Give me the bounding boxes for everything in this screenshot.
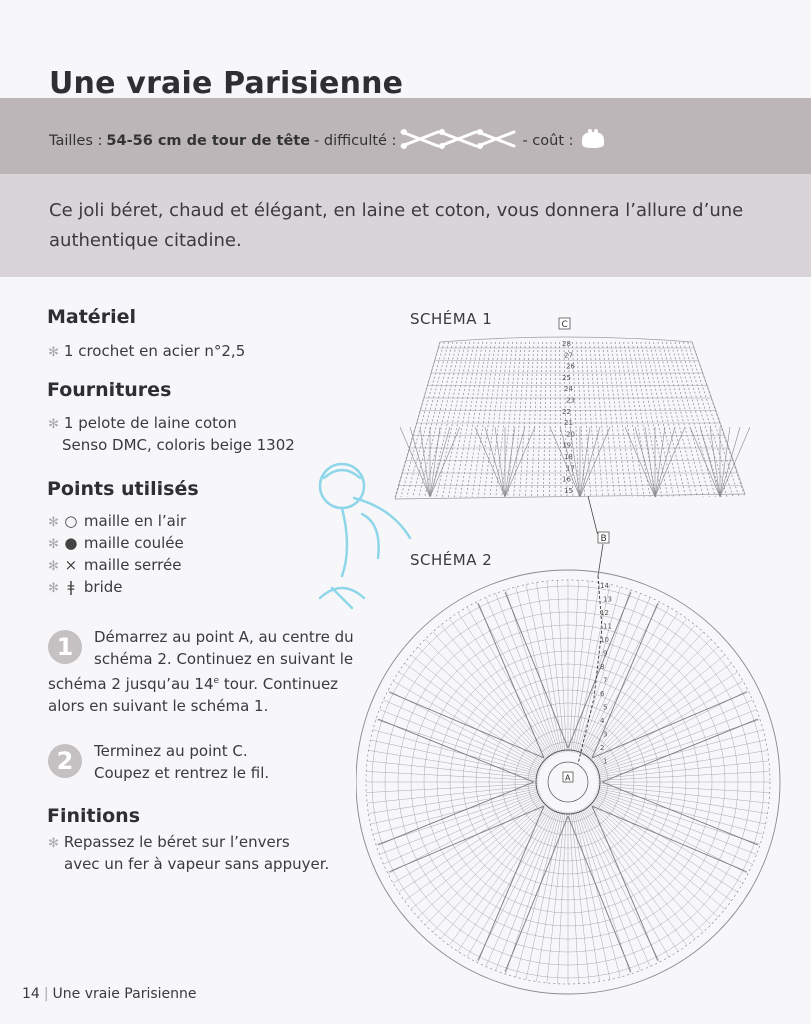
materiel-heading: Matériel — [47, 306, 136, 328]
row-number: 24 — [564, 385, 573, 394]
row-number: 10 — [600, 636, 609, 644]
step-number-badge: 2 — [48, 744, 82, 778]
row-number: 18 — [564, 453, 573, 461]
row-number: 12 — [600, 609, 609, 617]
row-number: 4 — [600, 717, 605, 725]
chain-stitch-icon: ○ — [64, 512, 78, 530]
schema-2-label: SCHÉMA 2 — [410, 551, 493, 569]
point-a-label: A — [565, 773, 571, 783]
materiel-item: ✻ 1 crochet en acier n°2,5 — [48, 342, 246, 360]
row-number: 23 — [566, 396, 575, 405]
intro-text: Ce joli béret, chaud et élégant, en laine et coton, vous donnera l’allure d’une authentique citadine. — [49, 200, 744, 251]
points-heading: Points utilisés — [47, 478, 199, 500]
crossed-needles-icon — [400, 128, 518, 154]
point-item: ✻ ǂ bride — [48, 578, 123, 596]
row-number: 28 — [562, 340, 571, 348]
coin-purse-icon — [580, 128, 606, 154]
row-number: 13 — [603, 595, 612, 604]
point-c-label: C — [561, 320, 568, 330]
footer-title: Une vraie Parisienne — [52, 986, 197, 1002]
asterisk-icon: ✻ — [48, 345, 59, 360]
single-crochet-icon: × — [64, 556, 78, 574]
row-number: 16 — [562, 475, 571, 484]
row-number: 21 — [564, 419, 573, 428]
row-number: 11 — [603, 622, 612, 631]
row-number: 7 — [603, 676, 608, 685]
row-number: 8 — [600, 663, 605, 671]
step-1: 1 Démarrez au point A, au centre du schéma 2. Continuez en suivant le schéma 2 jusqu’au 14e tour. Continuez alors en suivant le schéma 1. — [48, 628, 354, 715]
point-b-label: B — [600, 534, 607, 544]
pattern-meta — [49, 128, 606, 154]
page-number: 14 — [22, 986, 40, 1002]
difficulty-label: - difficulté : — [314, 133, 397, 149]
sizes-value: 54-56 cm de tour de tête — [106, 133, 311, 149]
page-footer: 14 | Une vraie Parisienne — [22, 986, 197, 1002]
finitions-item-cont: avec un fer à vapeur sans appuyer. — [64, 855, 330, 873]
row-number: 22 — [562, 407, 571, 416]
row-number: 14 — [600, 582, 609, 590]
fournitures-item-cont: Senso DMC, coloris beige 1302 — [62, 436, 295, 454]
row-number: 20 — [566, 430, 575, 439]
fournitures-item: ✻ 1 pelote de laine coton — [48, 414, 237, 432]
sizes-label: Tailles : — [49, 133, 103, 149]
row-number: 15 — [564, 486, 573, 495]
schema-2-diagram — [356, 528, 790, 1004]
point-item: ✻ ○ maille en l’air — [48, 512, 187, 530]
step-2: 2 Terminez au point C. Coupez et rentrez le fil. — [48, 740, 378, 784]
row-number: 9 — [603, 649, 608, 658]
point-item: ✻ ● maille coulée — [48, 534, 184, 552]
schema-1-label: SCHÉMA 1 — [410, 310, 493, 328]
row-number: 26 — [566, 362, 575, 371]
row-number: 25 — [562, 373, 571, 382]
row-number: 19 — [562, 441, 571, 450]
schema-1-diagram — [390, 314, 750, 534]
row-number: 3 — [603, 730, 608, 739]
cost-label: - coût : — [522, 133, 574, 149]
asterisk-icon: ✻ — [48, 417, 59, 432]
row-number: 2 — [600, 744, 605, 752]
finitions-heading: Finitions — [47, 805, 141, 827]
row-number: 1 — [603, 757, 608, 766]
fournitures-heading: Fournitures — [47, 379, 172, 401]
point-item: ✻ × maille serrée — [48, 556, 182, 574]
double-crochet-icon: ǂ — [67, 578, 75, 596]
step-number-badge: 1 — [48, 630, 82, 664]
slip-stitch-icon: ● — [64, 534, 78, 552]
row-number: 5 — [603, 703, 608, 712]
finitions-item: ✻ Repassez le béret sur l’envers — [48, 833, 290, 851]
row-number: 6 — [600, 690, 605, 698]
page-title: Une vraie Parisienne — [49, 66, 404, 101]
row-number: 27 — [564, 351, 573, 360]
row-number: 17 — [566, 464, 575, 473]
